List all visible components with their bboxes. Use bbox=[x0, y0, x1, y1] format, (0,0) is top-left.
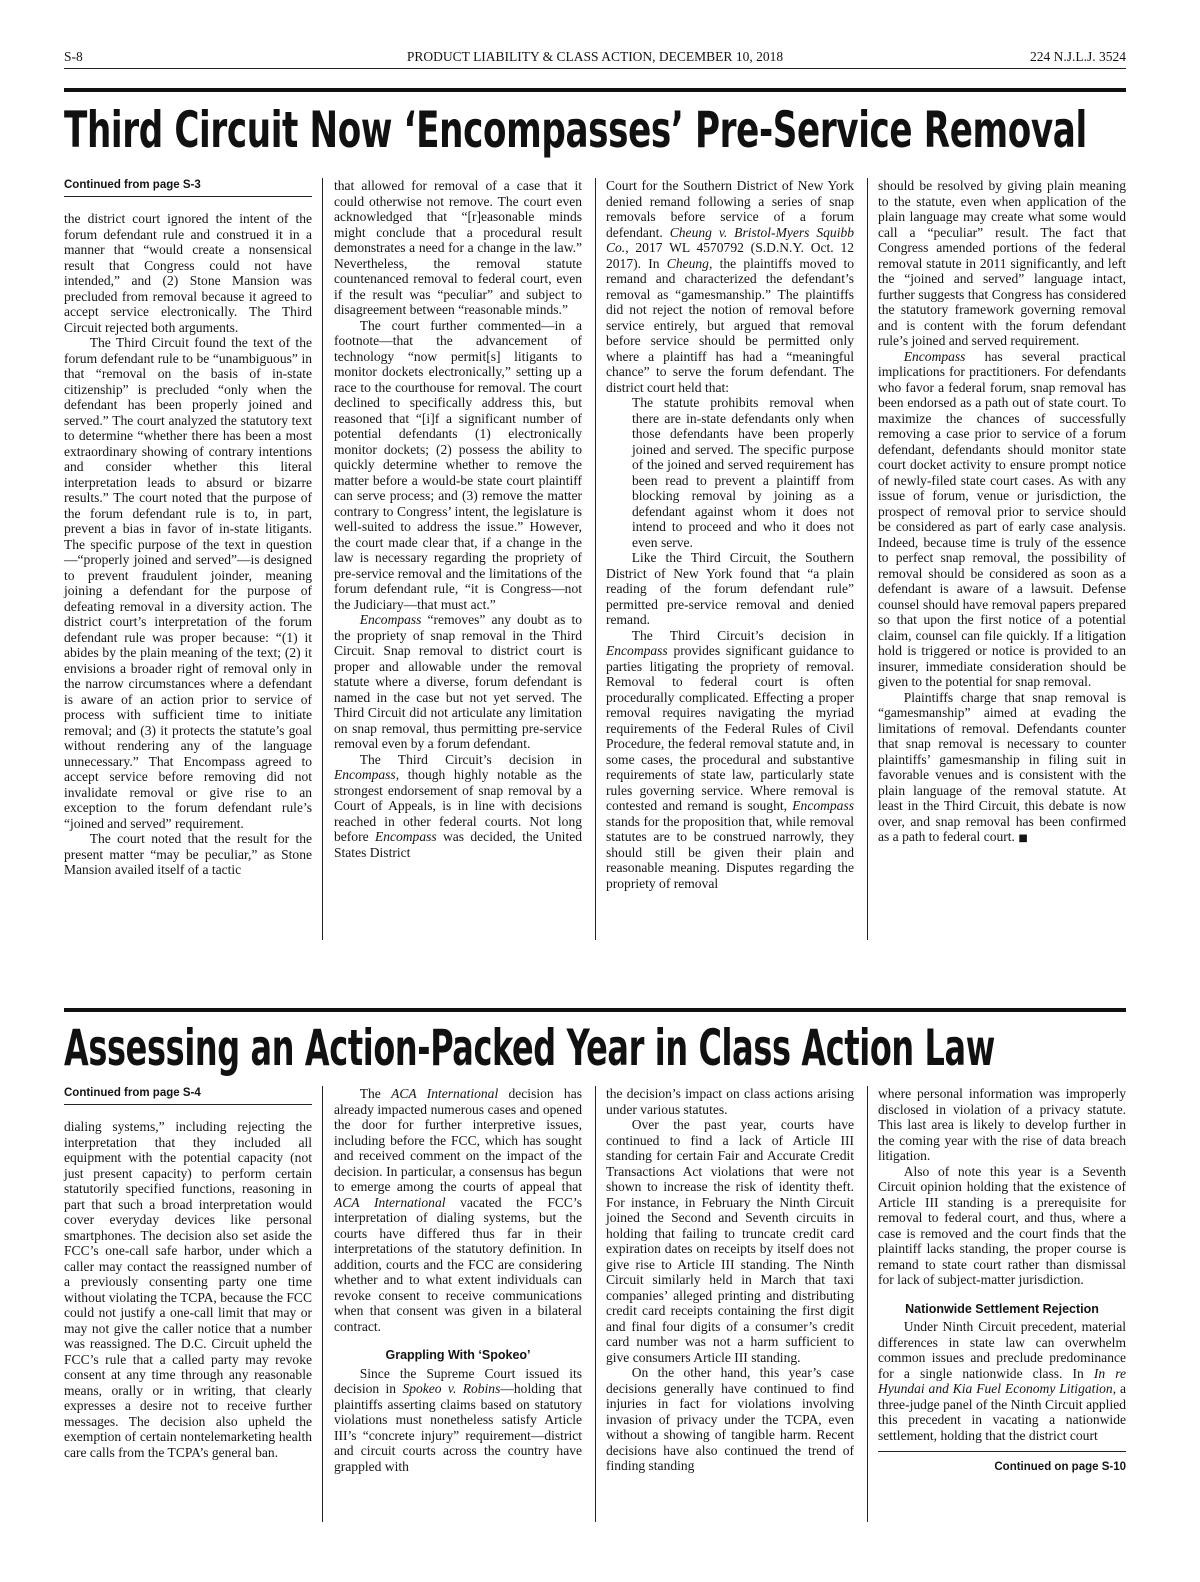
headline-rule-top bbox=[64, 1008, 1126, 1012]
column-divider bbox=[322, 178, 323, 940]
header-rule bbox=[64, 68, 1126, 69]
article-1-column-1: Continued from page S-3 the district court ignored the intent of the forum defendant rule and construed it in a manner that “would create a nonsensical result that Congress could not have intended,” and (2) Stone Mansion was precluded from removal because it agreed to accept service electronically. The Third Circuit rejected both arguments. The Third Circuit found the text of the forum defendant rule to be “unambiguous” in that “removal on the basis of in-state citizenship” is precluded “only when the defendant has been properly joined and served.” The court analyzed the statutory text to determine “whether there has been a most extraordinary showing of contrary intentions and consider whether this literal interpretation leads to absurd or bizarre results.” The court noted that the purpose of the forum defendant rule is to, in part, prevent a bias in favor of in-state litigants. The specific purpose of the text in question—“properly joined and served”—is designed to prevent fraudulent joinder, meaning joining a defendant for the purpose of defeating removal in a diversity action. The district court’s interpretation of the forum defendant rule was proper because: “(1) it abides by the plain meaning of the text; (2) it envisions a broader right of removal only in the narrow circumstances where a defendant is aware of an action prior to service of process with sufficient time to initiate removal; and (3) it protects the statute’s goal without rendering any of the language unnecessary.” That Encompass agreed to accept service before removing did not invalidate removal or give rise to an exception to the forum defendant rule’s “joined and served” requirement. The court noted that the result for the present matter “may be peculiar,” as Stone Mansion availed itself of a tactic bbox=[64, 179, 312, 877]
article-1-column-2: that allowed for removal of a case that it could otherwise not remove. The court even acknowledged that “[r]easonable minds might conclude that a procedural result demonstrates a need for a change in the law.” Nevertheless, the removal statute countenanced removal to federal court, even if the result was “peculiar” and subject to disagreement between “reasonable minds.” The court further commented—in a footnote—that the advancement of technology “now permit[s] litigants to monitor dockets electronically,” setting up a race to the courthouse for removal. The court declined to specifically address this, but reasoned that “[i]f a significant number of potential defendants (1) electronically monitor dockets; (2) possess the ability to quickly determine whether to remove the matter before a would-be state court plaintiff can serve process; and (3) remove the matter contrary to Congress’ intent, the legislature is well-suited to address the issue.” However, the court made clear that, if a change in the law is necessary regarding the propriety of pre-service removal and the limitations of the forum defendant rule, “it is Congress—not the Judiciary—that must act.” Encompass “removes” any doubt as to the propriety of snap removal in the Third Circuit. Snap removal to district court is proper and allowable under the removal statute where a diverse, forum defendant is named in the case but not yet served. The Third Circuit did not articulate any limitation on snap removal, thus permitting pre-service removal even by a forum defendant. The Third Circuit’s decision in Encompass, though highly notable as the strongest endorsement of snap removal by a Court of Appeals, is in line with decisions reached in other federal courts. Not long before Encompass was decided, the United States District bbox=[334, 178, 583, 860]
column-divider bbox=[595, 178, 596, 940]
running-header bbox=[64, 48, 1126, 66]
subhead-spokeo: Grappling With ‘Spokeo’ bbox=[385, 1348, 531, 1362]
article-2-headline: Assessing an Action-Packed Year in Class Action Law bbox=[64, 1019, 995, 1077]
article-2-column-2: The ACA International decision has already impacted numerous cases and opened the door for further interpretive issues, including before the FCC, which has sought and received comment on the impact of the decision. In particular, a consensus has begun to emerge among the courts of appeal that ACA International vacated the FCC’s interpretation of dialing systems, but the courts have differed thus far in their interpretations of the statutory definition. In addition, courts and the FCC are considering whether and to what extent individuals can revoke consent to receive communications when that consent was given in a bilateral contract. Grappling With ‘Spokeo’ Since the Supreme Court issued its decision in Spokeo v. Robins—holding that plaintiffs asserting claims based on statutory violations must nonetheless satisfy Article III’s “concrete injury” requirement—district and circuit courts across the country have grappled with bbox=[334, 1086, 582, 1474]
column-divider bbox=[867, 1086, 868, 1522]
column-divider bbox=[322, 1086, 323, 1522]
article-2-column-1: Continued from page S-4 dialing systems,” including rejecting the interpretation that they included all equipment with the potential capacity (not just present capacity) to perform certain statutorily specified functions, reasoning in part that such a broad interpretation would cover everyday devices like personal smartphones. The decision also set aside the FCC’s one-call safe harbor, under which a caller may contact the reassigned number of a previously consenting party one time without violating the TCPA, because the FCC could not justify a one-call limit that may or may not give the caller notice that a number was reassigned. The D.C. Circuit upheld the FCC’s rule that a called party may revoke consent at any time through any reasonable means, orally or in writing, that clearly expresses a desire not to receive further messages. The decision also upheld the exemption of certain nontelemarketing health care calls from the TCPA’s general ban. bbox=[64, 1087, 312, 1460]
headline-rule-top bbox=[64, 88, 1126, 92]
column-divider bbox=[867, 178, 868, 940]
article-1-headline: Third Circuit Now ‘Encompasses’ Pre-Service Removal bbox=[64, 101, 1087, 159]
continued-from-label: Continued from page S-3 bbox=[64, 178, 312, 197]
subhead-nationwide-settlement: Nationwide Settlement Rejection bbox=[905, 1301, 1099, 1316]
citation: 224 N.J.L.J. 3524 bbox=[1029, 49, 1126, 64]
column-divider bbox=[595, 1086, 596, 1522]
publication-line: PRODUCT LIABILITY & CLASS ACTION, DECEMBER 10, 2018 bbox=[406, 49, 784, 64]
continued-on-label: Continued on page S-10 bbox=[878, 1451, 1126, 1476]
article-2-column-3: the decision’s impact on class actions arising under various statutes. Over the past year, courts have continued to find a lack of Article III standing for certain Fair and Accurate Credit Transactions Act violations that were not shown to increase the risk of identity theft. For instance, in February the Ninth Circuit joined the Second and Seventh circuits in holding that failing to truncate credit card expiration dates on receipts by itself does not give rise to Article III standing. The Ninth Circuit similarly held in March that taxi companies’ alleged printing and distributing credit card receipts containing the first digit and final four digits of a consumer’s credit card number was not a harm sufficient to give consumers Article III standing. On the other hand, this year’s case decisions generally have continued to find injuries in fact for violations involving invasion of privacy under the TCPA, even without a showing of tangible harm. Recent decisions have also continued the trend of finding standing bbox=[606, 1086, 854, 1473]
continued-from-label: Continued from page S-4 bbox=[64, 1086, 312, 1105]
page-number: S-8 bbox=[64, 49, 83, 64]
end-of-article-mark: ■ bbox=[1018, 833, 1028, 844]
article-1-column-3: Court for the Southern District of New York denied remand following a series of snap removals before service of a forum defendant. Cheung v. Bristol-Myers Squibb Co., 2017 WL 4570792 (S.D.N.Y. Oct. 12 2017). In Cheung, the plaintiffs moved to remand and characterized the defendant’s removal as “gamesmanship.” The plaintiffs did not reject the notion of removal before service entirely, but argued that removal before service should be permitted only where a plaintiff has had a “meaningful chance” to serve the forum defendant. The district court held that: The statute prohibits removal when there are in-state defendants only when those defendants have been properly joined and served. The specific purpose of the joined and served requirement has been read to prevent a plaintiff from blocking removal by joining as a defendant against whom it does not intend to proceed and who it does not even serve. Like the Third Circuit, the Southern District of New York found that “a plain reading of the forum defendant rule” permitted pre-service removal and denied remand. The Third Circuit’s decision in Encompass provides significant guidance to parties litigating the propriety of removal. Removal to federal court is often procedurally complicated. Effecting a proper removal requires navigating the myriad requirements of the Federal Rules of Civil Procedure, the federal removal statute and, in some cases, the procedural and substantive requirements of state law, particularly state rules governing service. Where removal is contested and remand is sought, Encompass stands for the proposition that, while removal statutes are to be construed narrowly, they should still be given their plain and reasonable meaning. Disputes regarding the propriety of removal bbox=[606, 178, 855, 891]
article-1-column-4: should be resolved by giving plain meaning to the statute, even when application of the plain language may create what some would call a “peculiar” result. The fact that Congress amended portions of the federal removal statute in 2011 significantly, and left the “joined and served” language intact, further suggests that Congress has considered the statutory framework governing removal and is content with the forum defendant rule’s joined and served requirement. Encompass has several practical implications for practitioners. For defendants who favor a federal forum, snap removal has been endorsed as a path out of state court. To maximize the chances of successfully removing a case prior to service of a forum defendant, defendants should monitor state court docket activity to ensure prompt notice of newly-filed state court cases. As with any issue of forum, venue or jurisdiction, the prospect of removal prior to service should be considered as part of early case analysis. Indeed, because time is truly of the essence to perfect snap removal, the possibility of removal should be considered as soon as a defendant is aware of a lawsuit. Defense counsel should have removal papers prepared so that upon the first notice of a potential claim, counsel can file quickly. If a litigation hold is triggered or notice is provided to an insurer, immediate consideration should be given to the potential for snap removal. Plaintiffs charge that snap removal is “gamesmanship” aimed at evading the limitations of removal. Defendants counter that snap removal is necessary to counter plaintiffs’ gamesmanship in filing suit in favorable venues and is consistent with the plain language of the removal statute. At least in the Third Circuit, this debate is now over, and snap removal has been confirmed as a path to federal court. ■ bbox=[878, 178, 1126, 844]
article-2-column-4: where personal information was improperly disclosed in violation of a privacy statute. This last area is likely to develop further in the coming year with the rise of data breach litigation. Also of note this year is a Seventh Circuit opinion holding that the existence of Article III standing is a prerequisite for removal to federal court, and thus, where a case is removed and the court finds that the plaintiff lacks standing, the proper course is remand to state court rather than dismissal for lack of subject-matter jurisdiction. Nationwide Settlement Rejection Under Ninth Circuit precedent, material differences in state law can overwhelm common issues and preclude predominance for a single nationwide class. In In re Hyundai and Kia Fuel Economy Litigation, a three-judge panel of the Ninth Circuit applied this precedent in vacating a nationwide settlement, holding that the district court Continued on page S-10 bbox=[878, 1086, 1126, 1476]
